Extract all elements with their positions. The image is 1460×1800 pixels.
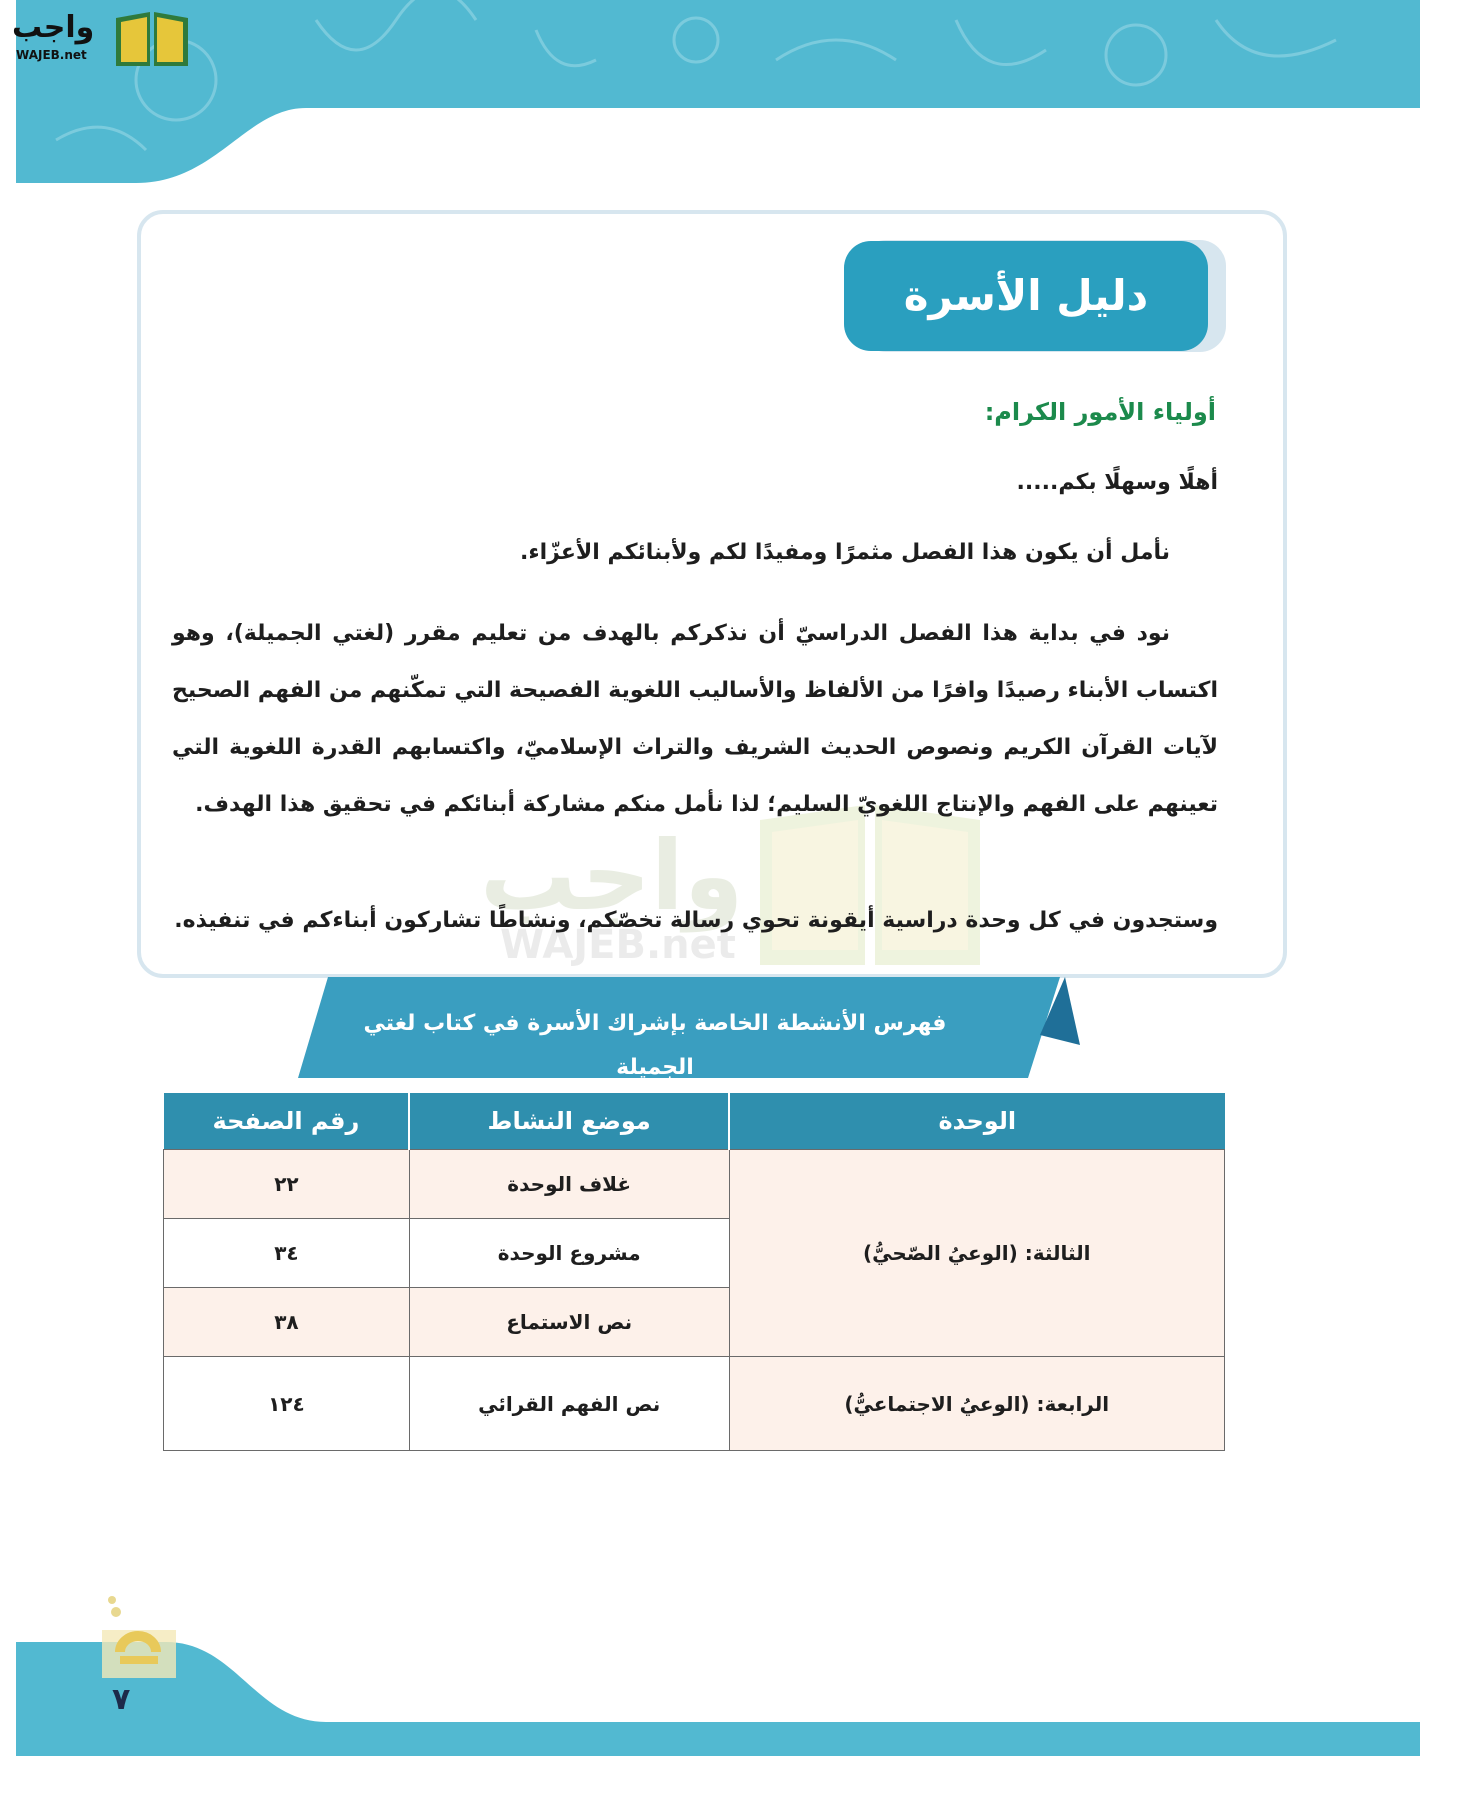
welcome-line: أهلًا وسهلًا بكم..... xyxy=(1016,470,1218,495)
top-decorative-band xyxy=(16,0,1420,183)
watermark-latin-text: WAJEB.net xyxy=(500,922,736,968)
book-icon xyxy=(112,8,192,70)
activity-cell: مشروع الوحدة xyxy=(409,1219,729,1288)
activity-cell: نص الفهم القرائي xyxy=(409,1357,729,1451)
body-paragraph: نود في بداية هذا الفصل الدراسيّ أن نذكركم بالهدف من تعليم مقرر (لغتي الجميلة)، وهو اكتساب الأبناء رصيدًا وافرًا من الألفاظ والأساليب اللغوية الفصيحة التي تمكّنهم من الفهم الصحيح لآيات القرآن الكريم ونصوص الحديث الشريف والتراث الإسلاميّ، واكتسابهم القدرة اللغوية التي تعينهم على الفهم والإنتاج اللغويّ السليم؛ لذا نأمل منكم مشاركة أبنائكم في تحقيق هذا الهدف. xyxy=(172,621,1218,817)
greeting-heading: أولياء الأمور الكرام: xyxy=(984,398,1216,426)
table-header-row xyxy=(164,1093,1225,1150)
activity-cell: غلاف الوحدة xyxy=(409,1150,729,1219)
header-activity: موضع النشاط xyxy=(409,1093,729,1150)
family-icon xyxy=(100,1590,180,1680)
logo-arabic-text: واجب xyxy=(12,10,95,45)
page-cell: ٢٢ xyxy=(164,1150,410,1219)
page-cell: ٣٤ xyxy=(164,1219,410,1288)
header-unit: الوحدة xyxy=(729,1093,1224,1150)
watermark-arabic-text: واجب xyxy=(480,820,744,932)
page-number: ٧ xyxy=(112,1682,131,1717)
wish-line: نأمل أن يكون هذا الفصل مثمرًا ومفيدًا لكم ولأبنائكم الأعزّاء. xyxy=(520,540,1170,565)
header-page: رقم الصفحة xyxy=(164,1093,410,1150)
activity-cell: نص الاستماع xyxy=(409,1288,729,1357)
logo-latin-text: WAJEB.net xyxy=(16,48,87,62)
index-title: فهرس الأنشطة الخاصة بإشراك الأسرة في كتاب لغتي الجميلة xyxy=(363,1011,947,1080)
table-row xyxy=(164,1357,1225,1451)
unit-cell: الثالثة: (الوعيُ الصّحيُّ) xyxy=(729,1150,1224,1357)
page-cell: ١٢٤ xyxy=(164,1357,410,1451)
table-row xyxy=(164,1150,1225,1219)
unit-cell: الرابعة: (الوعيُ الاجتماعيُّ) xyxy=(729,1357,1224,1451)
page-title: دليل الأسرة xyxy=(903,271,1149,320)
closing-line: وستجدون في كل وحدة دراسية أيقونة تحوي رسالة تخصّكم، ونشاطًا تشاركون أبناءكم في تنفيذه. xyxy=(174,908,1218,933)
page-cell: ٣٨ xyxy=(164,1288,410,1357)
bottom-decorative-band xyxy=(16,1630,1420,1756)
wajeb-logo[interactable] xyxy=(8,6,188,66)
activities-table xyxy=(163,1093,1225,1451)
